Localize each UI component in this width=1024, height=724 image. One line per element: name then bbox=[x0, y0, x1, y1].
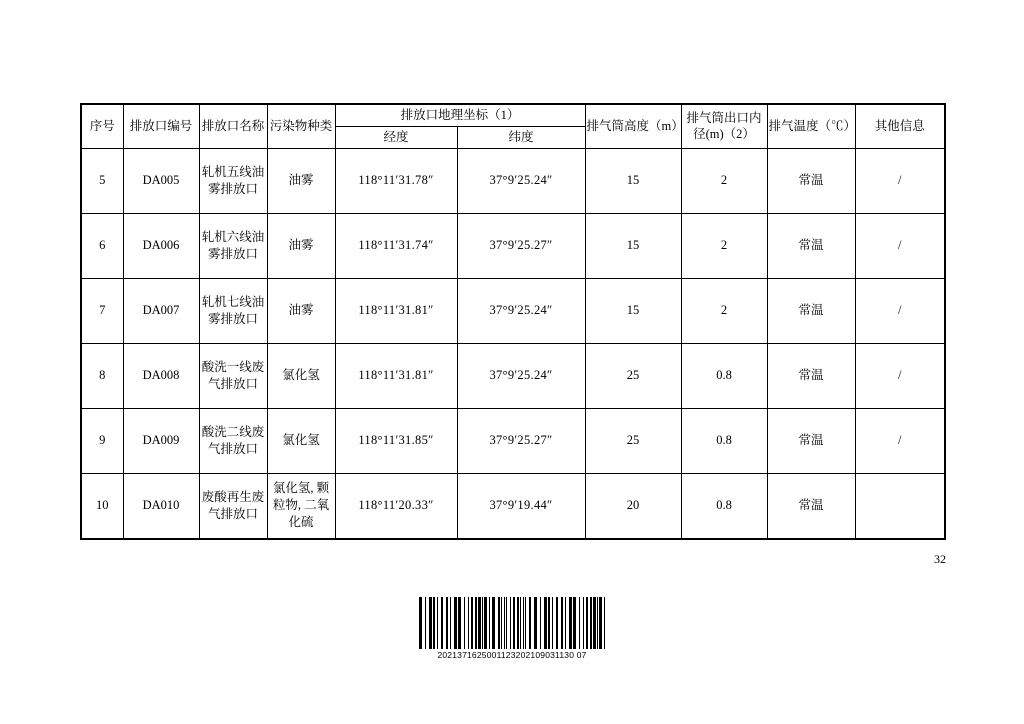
page-number: 32 bbox=[934, 552, 946, 566]
cell-outlet-name: 酸洗二线废气排放口 bbox=[199, 408, 267, 473]
table-row bbox=[81, 408, 945, 473]
cell-exhaust-temp: 常温 bbox=[767, 148, 855, 213]
cell-pollutant-type: 油雾 bbox=[267, 148, 335, 213]
header-longitude: 经度 bbox=[335, 126, 457, 148]
cell-stack-diameter: 2 bbox=[681, 213, 767, 278]
cell-outlet-code: DA010 bbox=[123, 473, 199, 539]
header-outlet-code: 排放口编号 bbox=[123, 104, 199, 148]
cell-stack-diameter: 2 bbox=[681, 278, 767, 343]
cell-other-info: / bbox=[855, 213, 945, 278]
cell-other-info: / bbox=[855, 408, 945, 473]
table-row bbox=[81, 278, 945, 343]
header-seq: 序号 bbox=[81, 104, 123, 148]
cell-stack-height: 25 bbox=[585, 408, 681, 473]
cell-exhaust-temp: 常温 bbox=[767, 278, 855, 343]
table-row bbox=[81, 343, 945, 408]
header-coordinates-group: 排放口地理坐标（1） bbox=[335, 104, 585, 126]
cell-stack-diameter: 0.8 bbox=[681, 473, 767, 539]
cell-longitude: 118°11′31.74″ bbox=[335, 213, 457, 278]
cell-longitude: 118°11′31.85″ bbox=[335, 408, 457, 473]
cell-other-info: / bbox=[855, 343, 945, 408]
cell-seq: 9 bbox=[81, 408, 123, 473]
table-header-row-1 bbox=[81, 104, 945, 126]
cell-exhaust-temp: 常温 bbox=[767, 213, 855, 278]
cell-outlet-name: 酸洗一线废气排放口 bbox=[199, 343, 267, 408]
cell-outlet-code: DA007 bbox=[123, 278, 199, 343]
cell-longitude: 118°11′31.81″ bbox=[335, 278, 457, 343]
cell-seq: 5 bbox=[81, 148, 123, 213]
cell-latitude: 37°9′25.24″ bbox=[457, 148, 585, 213]
cell-outlet-code: DA008 bbox=[123, 343, 199, 408]
cell-outlet-code: DA009 bbox=[123, 408, 199, 473]
table-row bbox=[81, 213, 945, 278]
cell-stack-diameter: 0.8 bbox=[681, 408, 767, 473]
cell-pollutant-type: 氯化氢 bbox=[267, 343, 335, 408]
cell-seq: 10 bbox=[81, 473, 123, 539]
cell-latitude: 37°9′19.44″ bbox=[457, 473, 585, 539]
cell-exhaust-temp: 常温 bbox=[767, 343, 855, 408]
cell-latitude: 37°9′25.24″ bbox=[457, 343, 585, 408]
cell-stack-height: 20 bbox=[585, 473, 681, 539]
barcode-image bbox=[417, 597, 607, 649]
cell-stack-height: 15 bbox=[585, 213, 681, 278]
cell-exhaust-temp: 常温 bbox=[767, 473, 855, 539]
cell-exhaust-temp: 常温 bbox=[767, 408, 855, 473]
cell-outlet-code: DA005 bbox=[123, 148, 199, 213]
cell-seq: 6 bbox=[81, 213, 123, 278]
header-exhaust-temp: 排气温度（℃） bbox=[767, 104, 855, 148]
table-row bbox=[81, 148, 945, 213]
header-pollutant-type: 污染物种类 bbox=[267, 104, 335, 148]
barcode bbox=[417, 597, 607, 660]
header-other-info: 其他信息 bbox=[855, 104, 945, 148]
cell-outlet-name: 轧机五线油雾排放口 bbox=[199, 148, 267, 213]
table-header bbox=[81, 104, 945, 148]
table-body bbox=[81, 148, 945, 539]
cell-outlet-name: 轧机七线油雾排放口 bbox=[199, 278, 267, 343]
cell-pollutant-type: 氯化氢, 颗粒物, 二氧化硫 bbox=[267, 473, 335, 539]
cell-stack-height: 25 bbox=[585, 343, 681, 408]
cell-pollutant-type: 油雾 bbox=[267, 278, 335, 343]
cell-outlet-name: 轧机六线油雾排放口 bbox=[199, 213, 267, 278]
header-stack-diameter: 排气筒出口内径(m)（2） bbox=[681, 104, 767, 148]
table-row bbox=[81, 473, 945, 539]
cell-pollutant-type: 油雾 bbox=[267, 213, 335, 278]
cell-longitude: 118°11′20.33″ bbox=[335, 473, 457, 539]
cell-stack-height: 15 bbox=[585, 148, 681, 213]
cell-other-info bbox=[855, 473, 945, 539]
cell-latitude: 37°9′25.24″ bbox=[457, 278, 585, 343]
cell-other-info: / bbox=[855, 278, 945, 343]
cell-stack-diameter: 0.8 bbox=[681, 343, 767, 408]
header-stack-height: 排气筒高度（m） bbox=[585, 104, 681, 148]
cell-other-info: / bbox=[855, 148, 945, 213]
cell-seq: 8 bbox=[81, 343, 123, 408]
emission-outlets-table bbox=[80, 103, 946, 540]
cell-outlet-name: 废酸再生废气排放口 bbox=[199, 473, 267, 539]
cell-latitude: 37°9′25.27″ bbox=[457, 408, 585, 473]
header-outlet-name: 排放口名称 bbox=[199, 104, 267, 148]
cell-outlet-code: DA006 bbox=[123, 213, 199, 278]
cell-longitude: 118°11′31.78″ bbox=[335, 148, 457, 213]
cell-stack-diameter: 2 bbox=[681, 148, 767, 213]
header-latitude: 纬度 bbox=[457, 126, 585, 148]
cell-stack-height: 15 bbox=[585, 278, 681, 343]
cell-seq: 7 bbox=[81, 278, 123, 343]
cell-latitude: 37°9′25.27″ bbox=[457, 213, 585, 278]
cell-pollutant-type: 氯化氢 bbox=[267, 408, 335, 473]
barcode-text: 2021371625001123202109031130 07 bbox=[437, 650, 587, 660]
cell-longitude: 118°11′31.81″ bbox=[335, 343, 457, 408]
